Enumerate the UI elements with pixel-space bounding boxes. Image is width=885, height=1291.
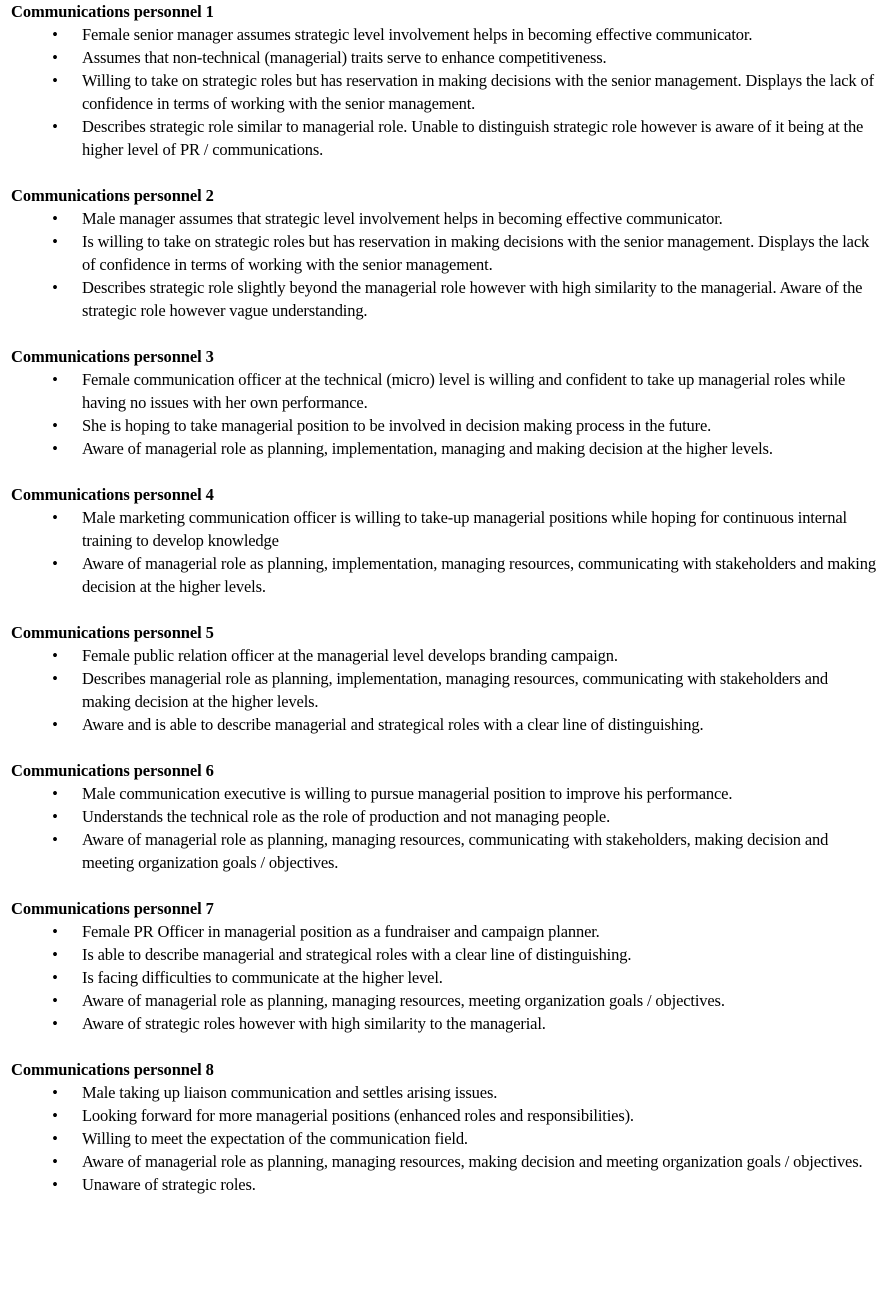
list-item-text: Aware of managerial role as planning, implementation, managing and making decision at the higher levels. [82,439,773,458]
list-item [11,368,877,414]
list-item [11,230,877,276]
list-item-text: Describes managerial role as planning, implementation, managing resources, communicating with stakeholders and making decision at the higher levels. [82,669,828,711]
list-item [11,644,877,667]
section-title: Communications personnel 6 [11,761,214,780]
list-item [11,713,877,736]
section-title: Communications personnel 2 [11,186,214,205]
bullet-icon: • [52,48,58,67]
list-item-text: Male manager assumes that strategic level involvement helps in becoming effective communicator. [82,209,723,228]
bullet-icon: • [52,25,58,44]
list-item-text: Looking forward for more managerial positions (enhanced roles and responsibilities). [82,1106,634,1125]
section-personnel-7 [11,897,877,1035]
list-item [11,207,877,230]
bullet-icon: • [52,1014,58,1033]
section-title: Communications personnel 5 [11,623,214,642]
bullet-icon: • [52,370,58,389]
list-item-text: Aware of managerial role as planning, managing resources, making decision and meeting organization goals / objectives. [82,1152,863,1171]
section-personnel-1 [11,0,877,161]
bullet-icon: • [52,669,58,688]
section-spacer [11,736,877,759]
list-item [11,1150,877,1173]
bullet-icon: • [52,117,58,136]
section-personnel-6 [11,759,877,874]
section-spacer [11,1035,877,1058]
list-item-text: Aware and is able to describe managerial and strategical roles with a clear line of distinguishing. [82,715,704,734]
list-item-text: Aware of managerial role as planning, managing resources, communicating with stakeholders, making decision and meeting organization goals / objectives. [82,830,829,872]
list-item-text: Aware of managerial role as planning, managing resources, meeting organization goals / objectives. [82,991,725,1010]
bullet-icon: • [52,439,58,458]
bullet-list [11,207,877,322]
bullet-icon: • [52,830,58,849]
section-title: Communications personnel 8 [11,1060,214,1079]
list-item [11,46,877,69]
list-item-text: Female communication officer at the technical (micro) level is willing and confident to take up managerial roles while having no issues with her own performance. [82,370,846,412]
section-personnel-2 [11,184,877,322]
bullet-list [11,782,877,874]
bullet-list [11,506,877,598]
list-item-text: Understands the technical role as the role of production and not managing people. [82,807,611,826]
list-item [11,805,877,828]
section-spacer [11,460,877,483]
section-spacer [11,874,877,897]
section-title: Communications personnel 1 [11,2,214,21]
bullet-icon: • [52,784,58,803]
list-item-text: Describes strategic role similar to managerial role. Unable to distinguish strategic role however is aware of it being at the higher level of PR / communications. [82,117,864,159]
list-item-text: Aware of managerial role as planning, implementation, managing resources, communicating with stakeholders and making decision at the higher levels. [82,554,876,596]
list-item-text: Is willing to take on strategic roles but has reservation in making decisions with the senior management. Displays the lack of confidence in terms of working with the senior management. [82,232,870,274]
list-item-text: She is hoping to take managerial position to be involved in decision making process in the future. [82,416,712,435]
bullet-icon: • [52,71,58,90]
list-item-text: Male taking up liaison communication and settles arising issues. [82,1083,498,1102]
bullet-list [11,23,877,161]
bullet-icon: • [52,646,58,665]
bullet-icon: • [52,945,58,964]
bullet-icon: • [52,232,58,251]
list-item-text: Describes strategic role slightly beyond the managerial role however with high similarity to the managerial. Aware of the strategic role however vague understanding. [82,278,863,320]
list-item [11,782,877,805]
bullet-icon: • [52,209,58,228]
bullet-list [11,644,877,736]
bullet-list [11,920,877,1035]
list-item [11,1173,877,1196]
list-item-text: Female PR Officer in managerial position as a fundraiser and campaign planner. [82,922,600,941]
list-item-text: Male marketing communication officer is willing to take-up managerial positions while hoping for continuous internal training to develop knowledge [82,508,847,550]
list-item [11,414,877,437]
list-item [11,1127,877,1150]
bullet-icon: • [52,1129,58,1148]
bullet-icon: • [52,1175,58,1194]
list-item-text: Assumes that non-technical (managerial) traits serve to enhance competitiveness. [82,48,607,67]
bullet-icon: • [52,922,58,941]
list-item [11,1012,877,1035]
list-item [11,1081,877,1104]
list-item [11,437,877,460]
list-item-text: Female public relation officer at the managerial level develops branding campaign. [82,646,618,665]
bullet-icon: • [52,1083,58,1102]
list-item-text: Willing to meet the expectation of the communication field. [82,1129,468,1148]
list-item-text: Is facing difficulties to communicate at the higher level. [82,968,443,987]
list-item-text: Willing to take on strategic roles but has reservation in making decisions with the senior management. Displays the lack of confidence in terms of working with the senior management. [82,71,874,113]
bullet-icon: • [52,554,58,573]
section-spacer [11,322,877,345]
section-spacer [11,598,877,621]
bullet-icon: • [52,968,58,987]
list-item [11,506,877,552]
bullet-icon: • [52,416,58,435]
bullet-list [11,368,877,460]
bullet-icon: • [52,278,58,297]
bullet-icon: • [52,715,58,734]
list-item [11,23,877,46]
section-personnel-8 [11,1058,877,1196]
section-personnel-4 [11,483,877,598]
list-item [11,920,877,943]
list-item [11,989,877,1012]
list-item [11,828,877,874]
bullet-icon: • [52,1106,58,1125]
list-item [11,943,877,966]
list-item [11,667,877,713]
list-item [11,1104,877,1127]
section-title: Communications personnel 3 [11,347,214,366]
bullet-icon: • [52,807,58,826]
bullet-icon: • [52,991,58,1010]
bullet-icon: • [52,1152,58,1171]
list-item-text: Female senior manager assumes strategic level involvement helps in becoming effective communicator. [82,25,753,44]
list-item-text: Is able to describe managerial and strategical roles with a clear line of distinguishing. [82,945,632,964]
list-item [11,966,877,989]
list-item-text: Aware of strategic roles however with high similarity to the managerial. [82,1014,546,1033]
list-item-text: Male communication executive is willing to pursue managerial position to improve his performance. [82,784,733,803]
list-item [11,69,877,115]
list-item [11,115,877,161]
section-title: Communications personnel 7 [11,899,214,918]
section-title: Communications personnel 4 [11,485,214,504]
bullet-icon: • [52,508,58,527]
section-personnel-3 [11,345,877,460]
list-item-text: Unaware of strategic roles. [82,1175,256,1194]
section-personnel-5 [11,621,877,736]
bullet-list [11,1081,877,1196]
list-item [11,552,877,598]
section-spacer [11,161,877,184]
list-item [11,276,877,322]
